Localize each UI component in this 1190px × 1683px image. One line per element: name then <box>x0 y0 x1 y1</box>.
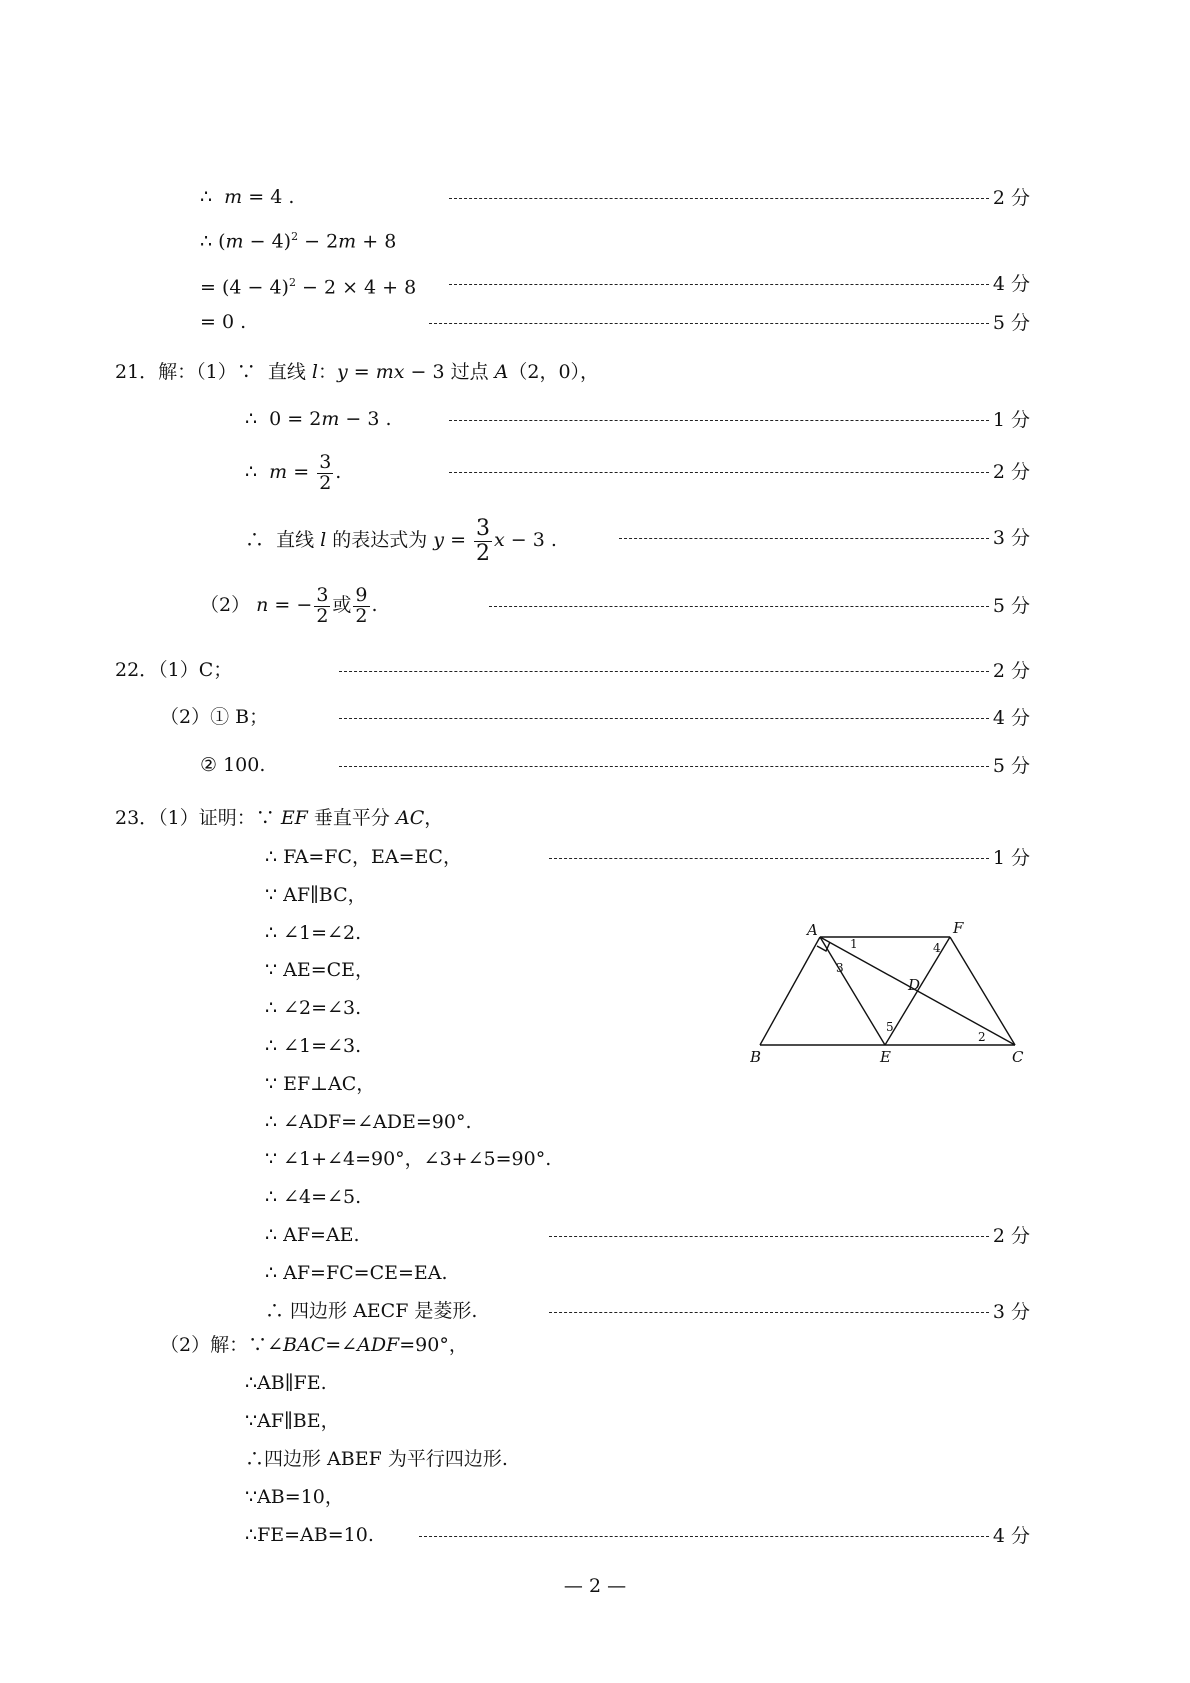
angle-label-4: 4 <box>933 941 941 955</box>
q22-l2: （2）① B； <box>160 706 269 728</box>
score-row: 2 分 <box>440 456 1030 486</box>
score-row: 2 分 <box>330 655 1030 685</box>
segment-ae <box>820 937 885 1045</box>
label-c: C <box>1012 1048 1024 1065</box>
angle-label-2: 2 <box>978 1030 986 1044</box>
proof-line: ∴ FA=FC，EA=EC， <box>265 846 462 868</box>
proof-line: ∴ ∠2=∠3. <box>265 997 362 1019</box>
proof-line: ∴ AF=FC=CE=EA. <box>265 1262 448 1284</box>
score-row: 1 分 <box>440 404 1030 434</box>
proof-line: ∵ AF∥BC， <box>265 884 367 906</box>
line-m-eq-4: ∴ m = 4 . <box>200 186 295 208</box>
q21-l1: ∴ 0 = 2m − 3 . <box>245 408 392 430</box>
page-number: — 2 — <box>563 1575 627 1597</box>
segment-ab <box>760 937 820 1045</box>
proof-line: ∴ 四边形 AECF 是菱形. <box>265 1300 478 1322</box>
score-row: 5 分 <box>330 750 1030 780</box>
score-row: 5 分 <box>420 307 1030 337</box>
proof-line: ∴ ∠ADF=∠ADE=90°. <box>265 1111 472 1133</box>
part2-line: ∵AF∥BE， <box>245 1410 340 1432</box>
angle-label-3: 3 <box>836 961 844 975</box>
q21-l4: （2） n = − $\frac{3}{2}$ 或 $\frac{9}{2}$ . <box>200 583 378 627</box>
proof-line: ∵ ∠1+∠4=90°，∠3+∠5=90°. <box>265 1148 552 1170</box>
q22-l1: 22．（1）C； <box>115 659 233 681</box>
q21-l3: ∴ 直线 l 的表达式为 y = $\frac{3}{2}$ x − 3 . <box>245 516 557 566</box>
score-row: 2 分 <box>440 182 1030 212</box>
line-zero: = 0 . <box>200 311 247 333</box>
score-row: 5 分 <box>478 590 1030 620</box>
score-row: 3 分 <box>610 522 1030 552</box>
proof-line: ∴ ∠1=∠2. <box>265 922 362 944</box>
score-row: 2 分 <box>540 1220 1030 1250</box>
proof-line: ∵ AE=CE， <box>265 959 375 981</box>
q23-head: 23．（1）证明：∵ EF 垂直平分 AC， <box>115 807 444 829</box>
rhombus-figure <box>750 915 1030 1065</box>
proof-line: ∴ ∠4=∠5. <box>265 1186 362 1208</box>
score-row: 3 分 <box>540 1296 1030 1326</box>
line-expr: ∴ $(m - 4)^2 - 2m + 8$ <box>200 230 397 253</box>
line-subst: = $(4 - 4)^2 - 2 \times 4 + 8$ <box>200 276 417 299</box>
q23-p2-head: （2）解：∵∠BAC=∠ADF=90°， <box>160 1334 468 1356</box>
label-e: E <box>880 1048 891 1065</box>
proof-line: ∴ ∠1=∠3. <box>265 1035 362 1057</box>
angle-label-5: 5 <box>886 1020 894 1034</box>
score-row: 4 分 <box>410 1520 1030 1550</box>
label-b: B <box>750 1048 762 1065</box>
score-row: 4 分 <box>440 268 1030 298</box>
label-f: F <box>953 919 964 937</box>
label-a: A <box>807 921 818 939</box>
q22-l3: ② 100. <box>200 754 266 776</box>
part2-line: ∴FE=AB=10. <box>245 1524 374 1546</box>
q21-head: 21．解：（1）∵ 直线 l：y = mx − 3 过点 A（2，0）， <box>115 361 600 383</box>
part2-line: ∴四边形 ABEF 为平行四边形. <box>245 1448 508 1470</box>
part2-line: ∴AB∥FE. <box>245 1372 327 1394</box>
part2-line: ∵AB=10， <box>245 1486 344 1508</box>
score-row: 4 分 <box>330 702 1030 732</box>
score-row: 1 分 <box>540 842 1030 872</box>
label-d: D <box>908 976 921 994</box>
proof-line: ∴ AF=AE. <box>265 1224 360 1246</box>
segment-fc <box>950 937 1015 1045</box>
proof-line: ∵ EF⊥AC， <box>265 1073 376 1095</box>
angle-label-1: 1 <box>850 937 858 951</box>
q21-l2: ∴ m = $\frac{3}{2}$ . <box>245 450 342 494</box>
